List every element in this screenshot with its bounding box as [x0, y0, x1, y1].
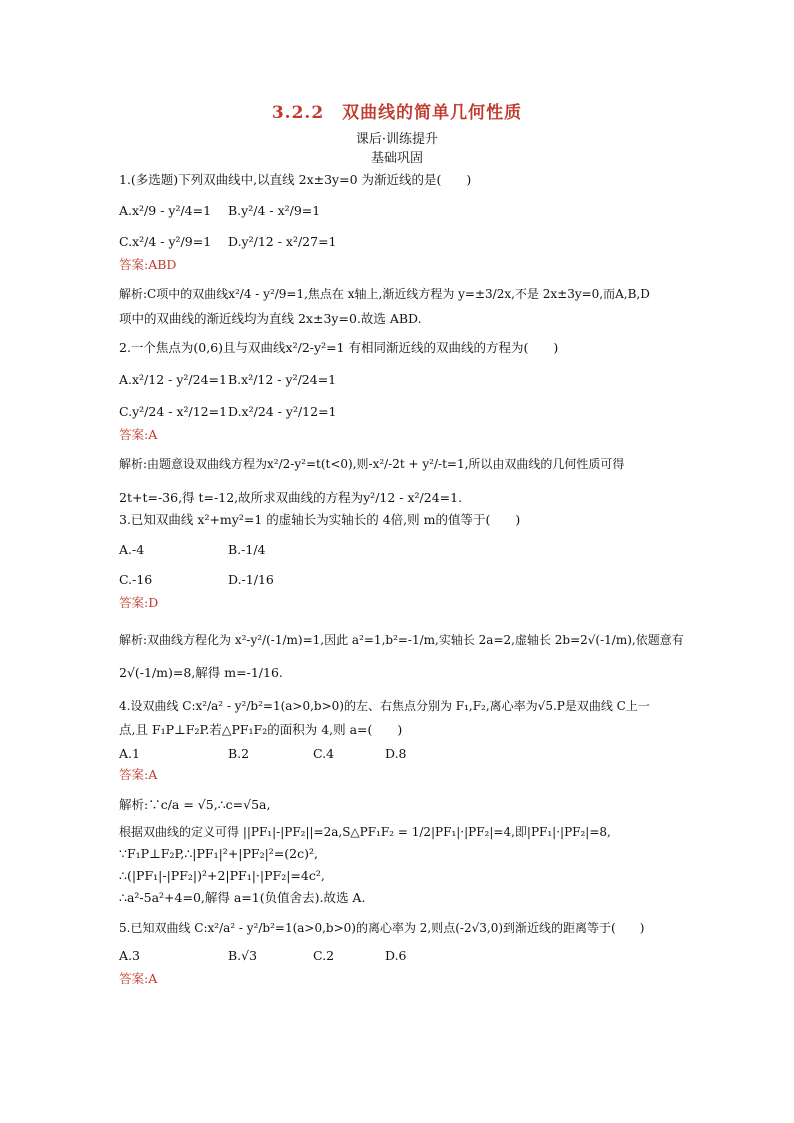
question-4-analysis-4: ∴(|PF₁|-|PF₂|)²+2|PF₁|·|PF₂|=4c², — [119, 868, 325, 883]
question-1-analysis-cont: 项中的双曲线的渐近线均为直线 2x±3y=0.故选 ABD. — [119, 311, 422, 326]
question-4-stem-cont: 点,且 F₁P⊥F₂P.若△PF₁F₂的面积为 4,则 a=( ) — [119, 722, 403, 737]
question-3-answer: 答案:D — [119, 595, 159, 610]
question-1-answer: 答案:ABD — [119, 257, 177, 272]
question-3-analysis: 解析:双曲线方程化为 x²-y²/(-1/m)=1,因此 a²=1,b²=-1/m,实轴长 2a=2,虚轴长 2b=2√(-1/m),依题意有 — [119, 633, 684, 647]
page-title: 3.2.2 双曲线的简单几何性质 — [271, 103, 523, 123]
question-1-option-d: D.y²/12 - x²/27=1 — [228, 234, 337, 249]
question-2-analysis: 解析:由题意设双曲线方程为x²/2-y²=t(t<0),则-x²/-2t + y²/-t=1,所以由双曲线的几何性质可得 — [119, 457, 625, 471]
question-4-option-b: B.2 — [228, 746, 250, 761]
question-4-analysis: 解析:∵c/a = √5,∴c=√5a, — [119, 797, 271, 812]
question-2-answer: 答案:A — [119, 427, 158, 442]
question-2-option-b: B.x²/12 - y²/24=1 — [228, 372, 337, 387]
question-4-option-a: A.1 — [119, 746, 140, 761]
question-2-option-d: D.x²/24 - y²/12=1 — [228, 404, 337, 419]
question-3-stem: 3.已知双曲线 x²+my²=1 的虚轴长为实轴长的 4倍,则 m的值等于( ) — [119, 512, 521, 527]
question-4-stem: 4.设双曲线 C:x²/a² - y²/b²=1(a>0,b>0)的左、右焦点分别为 F₁,F₂,离心率为√5.P是双曲线 C上一 — [119, 699, 650, 713]
question-4-answer: 答案:A — [119, 767, 158, 782]
question-5-option-c: C.2 — [313, 948, 335, 963]
question-1-option-a: A.x²/9 - y²/4=1 — [119, 203, 212, 218]
question-1-analysis: 解析:C项中的双曲线x²/4 - y²/9=1,焦点在 x轴上,渐近线方程为 y=±3/2x,不是 2x±3y=0,而A,B,D — [119, 287, 650, 301]
question-3-option-c: C.-16 — [119, 572, 153, 587]
question-4-analysis-5: ∴a²-5a²+4=0,解得 a=1(负值舍去).故选 A. — [119, 890, 366, 905]
question-1-option-c: C.x²/4 - y²/9=1 — [119, 234, 212, 249]
question-3-option-a: A.-4 — [119, 542, 145, 557]
question-3-analysis-cont: 2√(-1/m)=8,解得 m=-1/16. — [119, 665, 283, 680]
question-3-option-b: B.-1/4 — [228, 542, 266, 557]
question-2-option-a: A.x²/12 - y²/24=1 — [119, 372, 227, 387]
section-heading: 基础巩固 — [370, 151, 423, 166]
page-subtitle: 课后·训练提升 — [355, 132, 439, 147]
question-3-option-d: D.-1/16 — [228, 572, 274, 587]
question-4-analysis-2: 根据双曲线的定义可得 ||PF₁|-|PF₂||=2a,S△PF₁F₂ = 1/2|PF₁|·|PF₂|=4,即|PF₁|·|PF₂|=8, — [119, 825, 611, 839]
question-4-option-c: C.4 — [313, 746, 335, 761]
question-5-option-b: B.√3 — [228, 948, 258, 963]
question-1-option-b: B.y²/4 - x²/9=1 — [228, 203, 321, 218]
question-2-option-c: C.y²/24 - x²/12=1 — [119, 404, 228, 419]
question-1-stem: 1.(多选题)下列双曲线中,以直线 2x±3y=0 为渐近线的是( ) — [119, 172, 472, 187]
question-5-answer: 答案:A — [119, 971, 158, 986]
question-5-stem: 5.已知双曲线 C:x²/a² - y²/b²=1(a>0,b>0)的离心率为 2,则点(-2√3,0)到渐近线的距离等于( ) — [119, 921, 645, 935]
question-5-option-a: A.3 — [119, 948, 140, 963]
question-2-stem: 2.一个焦点为(0,6)且与双曲线x²/2-y²=1 有相同渐近线的双曲线的方程为( ) — [119, 340, 559, 355]
question-4-analysis-3: ∵F₁P⊥F₂P,∴|PF₁|²+|PF₂|²=(2c)², — [119, 846, 318, 861]
question-4-option-d: D.8 — [385, 746, 407, 761]
question-2-analysis-cont: 2t+t=-36,得 t=-12,故所求双曲线的方程为y²/12 - x²/24=1. — [119, 490, 463, 505]
question-5-option-d: D.6 — [385, 948, 407, 963]
